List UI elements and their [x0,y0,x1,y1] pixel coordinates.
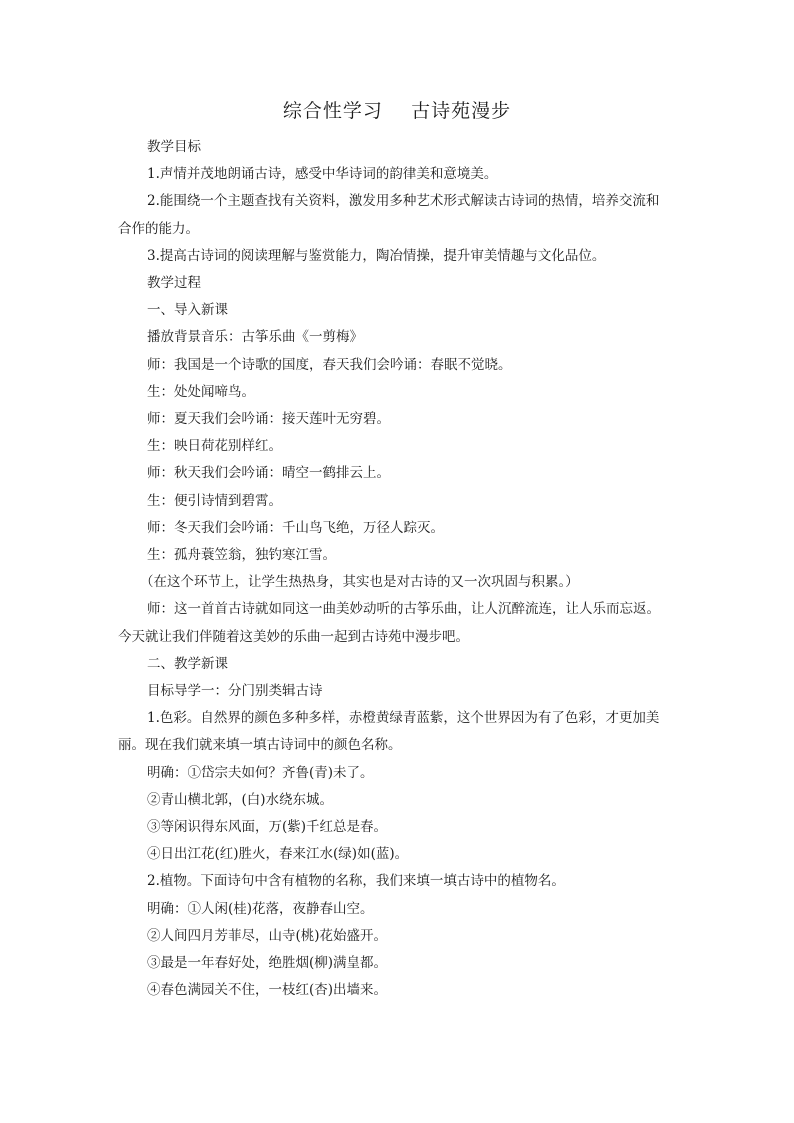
answer-line: ②青山横北郭，(白)水绕东城。 [147,791,334,808]
goal-2-continued: 合作的能力。 [118,220,199,237]
dialogue-line: 师：冬天我们会吟诵：千山鸟飞绝，万径人踪灭。 [147,519,444,536]
dialogue-line: 生：处处闻啼鸟。 [147,383,255,400]
dialogue-line: 生：映日荷花别样红。 [147,438,282,455]
background-music: 播放背景音乐：古筝乐曲《一剪梅》 [147,329,363,346]
answer-line: ④日出江花(红)胜火，春来江水(绿)如(蓝)。 [147,846,409,863]
teacher-transition-continued: 今天就让我们伴随着这美妙的乐曲一起到古诗苑中漫步吧。 [118,628,469,645]
answer-line: ④春色满园关不住，一枝红(杏)出墙来。 [147,982,388,999]
item-plants: 2.植物。下面诗句中含有植物的名称，我们来填一填古诗中的植物名。 [147,873,565,890]
heading-teaching-process: 教学过程 [147,275,201,292]
dialogue-line: 师：我国是一个诗歌的国度，春天我们会吟诵：春眠不觉晓。 [147,356,512,373]
goal-2: 2.能围绕一个主题查找有关资料，激发用多种艺术形式解读古诗词的热情，培养交流和 [147,193,660,210]
answer-line: 明确：①人闲(桂)花落，夜静春山空。 [147,900,374,917]
answer-line: ②人间四月芳菲尽，山寺(桃)花始盛开。 [147,927,388,944]
teacher-transition: 师：这一首首古诗就如同这一曲美妙动听的古筝乐曲，让人沉醉流连，让人乐而忘返。 [147,601,660,618]
section-intro: 一、导入新课 [147,302,228,319]
answer-line: 明确：①岱宗夫如何？齐鲁(青)未了。 [147,764,374,781]
item-colors-continued: 丽。现在我们就来填一填古诗词中的颜色名称。 [118,737,402,754]
dialogue-line: 师：秋天我们会吟诵：晴空一鹤排云上。 [147,465,390,482]
item-colors: 1.色彩。自然界的颜色多种多样，赤橙黄绿青蓝紫，这个世界因为有了色彩，才更加美 [147,710,660,727]
heading-teaching-goals: 教学目标 [147,139,201,155]
teaching-note: （在这个环节上，让学生热热身，其实也是对古诗的又一次巩固与积累。） [140,574,579,591]
answer-line: ③最是一年春好处，绝胜烟(柳)满皇都。 [147,955,388,972]
document-title: 综合性学习 古诗苑漫步 [282,100,512,122]
dialogue-line: 师：夏天我们会吟诵：接天莲叶无穷碧。 [147,411,390,428]
goal-3: 3.提高古诗词的阅读理解与鉴赏能力，陶冶情操，提升审美情趣与文化品位。 [147,247,606,264]
goal-1: 1.声情并茂地朗诵古诗，感受中华诗词的韵律美和意境美。 [147,166,498,183]
goal-guide-1: 目标导学一：分门别类辑古诗 [147,683,323,700]
section-new-lesson: 二、教学新课 [147,655,228,672]
document-body [118,134,678,1005]
dialogue-line: 生：孤舟蓑笠翁，独钓寒江雪。 [147,547,336,564]
dialogue-line: 生：便引诗情到碧霄。 [147,492,282,509]
answer-line: ③等闲识得东风面，万(紫)千红总是春。 [147,819,388,836]
